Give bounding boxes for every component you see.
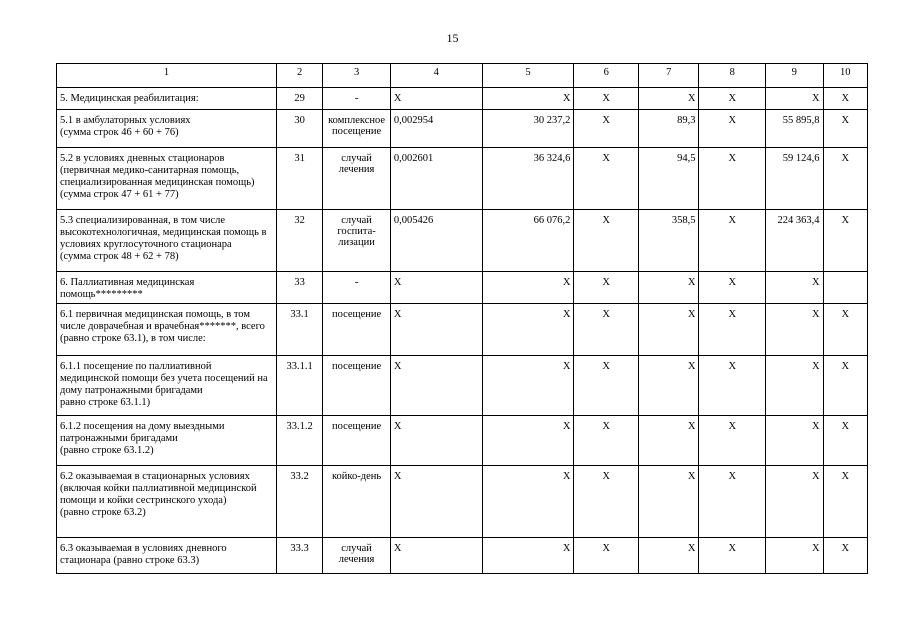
col-8: X [699, 466, 766, 538]
per-capita: 94,5 [638, 148, 699, 210]
cost-total: X [766, 88, 823, 110]
row-label: 6.2 оказываемая в стационарных условиях (включая койки паллиативной медицинской помощи и койки сестринского ухода) (равно строке 63.2) [57, 466, 277, 538]
col-10 [823, 272, 867, 304]
col-10: X [823, 88, 867, 110]
col-10: X [823, 466, 867, 538]
table-row [57, 210, 868, 272]
header-cell: 8 [699, 64, 766, 88]
col-8: X [699, 210, 766, 272]
unit-of-measure: - [323, 272, 391, 304]
table-row [57, 148, 868, 210]
per-capita: 358,5 [638, 210, 699, 272]
header-row [57, 64, 868, 88]
volume-norm: 0,002601 [390, 148, 482, 210]
col-8: X [699, 304, 766, 356]
volume-norm: X [390, 88, 482, 110]
volume-norm: X [390, 272, 482, 304]
unit-of-measure: комплексное посещение [323, 110, 391, 148]
unit-of-measure: посещение [323, 356, 391, 416]
per-capita: X [638, 304, 699, 356]
col-6: X [574, 88, 639, 110]
data-table [56, 63, 868, 574]
cost-total: 224 363,4 [766, 210, 823, 272]
header-cell: 1 [57, 64, 277, 88]
cost-total: 59 124,6 [766, 148, 823, 210]
col-10: X [823, 210, 867, 272]
table-row [57, 304, 868, 356]
col-10: X [823, 356, 867, 416]
row-label: 5.2 в условиях дневных стационаров (первичная медико-санитарная помощь, специализированная медицинская помощь) (сумма строк 47 + 61 + 77) [57, 148, 277, 210]
volume-norm: 0,005426 [390, 210, 482, 272]
col-6: X [574, 148, 639, 210]
col-8: X [699, 148, 766, 210]
cost-norm: 30 237,2 [482, 110, 574, 148]
row-code: 33.1 [276, 304, 322, 356]
row-label: 5.1 в амбулаторных условиях (сумма строк 46 + 60 + 76) [57, 110, 277, 148]
unit-of-measure: - [323, 88, 391, 110]
col-6: X [574, 210, 639, 272]
per-capita: X [638, 272, 699, 304]
row-code: 32 [276, 210, 322, 272]
per-capita: X [638, 538, 699, 574]
col-8: X [699, 88, 766, 110]
volume-norm: 0,002954 [390, 110, 482, 148]
cost-total: X [766, 356, 823, 416]
cost-norm: 66 076,2 [482, 210, 574, 272]
cost-total: X [766, 466, 823, 538]
row-label: 6.1.2 посещения на дому выездными патронажными бригадами (равно строке 63.1.2) [57, 416, 277, 466]
cost-total: X [766, 538, 823, 574]
col-8: X [699, 356, 766, 416]
row-label: 6.3 оказываемая в условиях дневного стационара (равно строке 63.3) [57, 538, 277, 574]
cost-total: X [766, 416, 823, 466]
cost-total: X [766, 304, 823, 356]
row-label: 6. Паллиативная медицинская помощь********* [57, 272, 277, 304]
header-cell: 2 [276, 64, 322, 88]
cost-norm: X [482, 272, 574, 304]
header-cell: 7 [638, 64, 699, 88]
cost-norm: X [482, 356, 574, 416]
row-code: 30 [276, 110, 322, 148]
cost-norm: X [482, 466, 574, 538]
unit-of-measure: случай лечения [323, 538, 391, 574]
cost-norm: X [482, 416, 574, 466]
volume-norm: X [390, 356, 482, 416]
per-capita: X [638, 466, 699, 538]
col-8: X [699, 272, 766, 304]
table-row [57, 538, 868, 574]
volume-norm: X [390, 416, 482, 466]
cost-norm: 36 324,6 [482, 148, 574, 210]
col-10: X [823, 110, 867, 148]
unit-of-measure: койко-день [323, 466, 391, 538]
row-label: 5.3 специализированная, в том числе высокотехнологичная, медицинская помощь в условиях круглосуточного стационара (сумма строк 48 + 62 + 78) [57, 210, 277, 272]
unit-of-measure: случай лечения [323, 148, 391, 210]
col-6: X [574, 356, 639, 416]
table-row [57, 466, 868, 538]
row-label: 6.1.1 посещение по паллиативной медицинской помощи без учета посещений на дому патронажными бригадами равно строке 63.1.1) [57, 356, 277, 416]
row-code: 33.1.2 [276, 416, 322, 466]
col-8: X [699, 538, 766, 574]
per-capita: X [638, 416, 699, 466]
unit-of-measure: посещение [323, 304, 391, 356]
row-code: 31 [276, 148, 322, 210]
cost-norm: X [482, 88, 574, 110]
row-code: 33.2 [276, 466, 322, 538]
header-cell: 9 [766, 64, 823, 88]
row-code: 29 [276, 88, 322, 110]
col-6: X [574, 538, 639, 574]
unit-of-measure: случай госпита- лизации [323, 210, 391, 272]
per-capita: 89,3 [638, 110, 699, 148]
col-6: X [574, 110, 639, 148]
table-row [57, 416, 868, 466]
col-10: X [823, 148, 867, 210]
col-10: X [823, 538, 867, 574]
volume-norm: X [390, 538, 482, 574]
cost-norm: X [482, 304, 574, 356]
col-6: X [574, 272, 639, 304]
row-label: 6.1 первичная медицинская помощь, в том числе доврачебная и врачебная*******, всего (равно строке 63.1), в том числе: [57, 304, 277, 356]
table-row [57, 88, 868, 110]
col-10: X [823, 416, 867, 466]
col-8: X [699, 416, 766, 466]
col-8: X [699, 110, 766, 148]
row-label: 5. Медицинская реабилитация: [57, 88, 277, 110]
table-row [57, 356, 868, 416]
per-capita: X [638, 88, 699, 110]
header-cell: 10 [823, 64, 867, 88]
per-capita: X [638, 356, 699, 416]
row-code: 33.1.1 [276, 356, 322, 416]
col-6: X [574, 304, 639, 356]
unit-of-measure: посещение [323, 416, 391, 466]
cost-norm: X [482, 538, 574, 574]
header-cell: 6 [574, 64, 639, 88]
volume-norm: X [390, 304, 482, 356]
row-code: 33 [276, 272, 322, 304]
col-6: X [574, 416, 639, 466]
cost-total: 55 895,8 [766, 110, 823, 148]
col-10: X [823, 304, 867, 356]
header-cell: 4 [390, 64, 482, 88]
header-cell: 3 [323, 64, 391, 88]
row-code: 33.3 [276, 538, 322, 574]
col-6: X [574, 466, 639, 538]
page-number: 15 [446, 31, 459, 45]
table-row [57, 110, 868, 148]
volume-norm: X [390, 466, 482, 538]
cost-total: X [766, 272, 823, 304]
header-cell: 5 [482, 64, 574, 88]
table-row [57, 272, 868, 304]
